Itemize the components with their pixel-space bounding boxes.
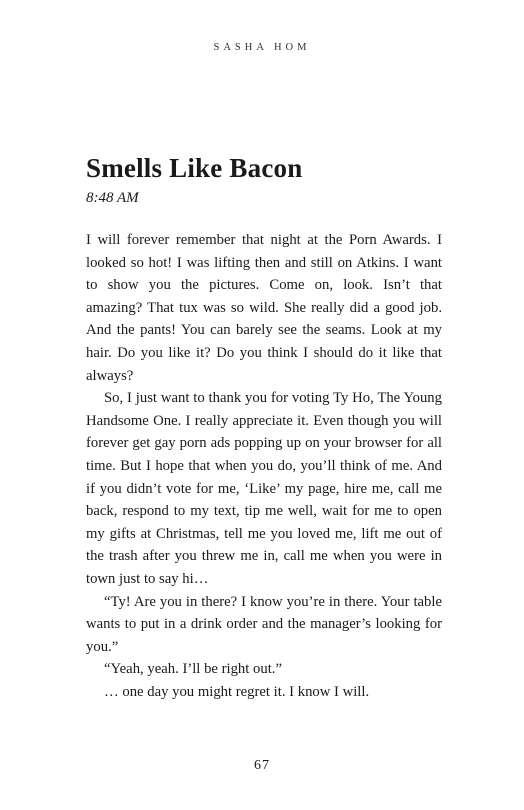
chapter-timestamp: 8:48 AM [86,190,139,206]
paragraph: “Ty! Are you in there? I know you’re in there. Your table wants to put in a drink order and the manager’s looking for you.” [86,593,442,655]
page-number: 67 [254,758,270,773]
paragraph: I will forever remember that night at the Porn Awards. I looked so hot! I was lifting then and still on Atkins. I want to show you the pictures. Come on, look. Isn’t that amazing? That tux was so wild. She really did a good job. And the pants! You can barely see the seams. Look at my hair. Do you like it? Do you think I should do it like that always? [86,232,442,384]
paragraph: So, I just want to thank you for voting Ty Ho, The Young Handsome One. I really appreciate it. Even though you will forever get gay porn ads popping up on your browser for all time. But I hope that when you do, you’ll think of me. And if you didn’t vote for me, ‘Like’ my page, hire me, call me back, respond to my text, tip me well, wait for me to open my gifts at Christmas, tell me you loved me, lift me out of the trash after you threw me in, call me when you were in town just to say hi… [86,390,442,587]
paragraph: … one day you might regret it. I know I will. [104,683,370,700]
paragraph: “Yeah, yeah. I’ll be right out.” [104,661,282,678]
chapter-body [86,229,442,703]
running-head: SASHA HOM [213,42,311,53]
chapter-title: Smells Like Bacon [86,153,303,183]
